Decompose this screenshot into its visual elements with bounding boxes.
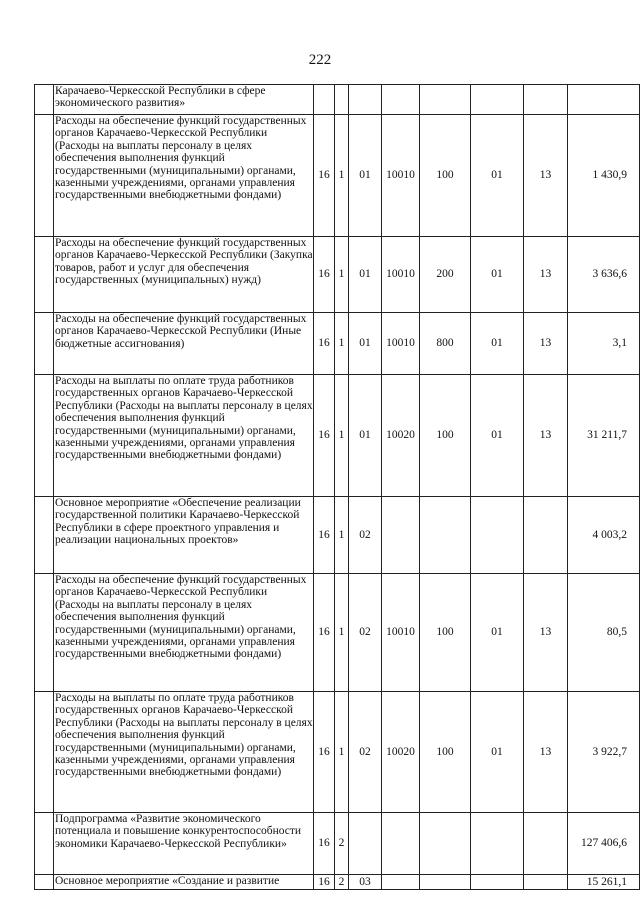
row-name: Расходы на выплаты по оплате труда работников государственных органов Карачаево-Черкесской Республики (Расходы на выплаты персоналу в целях обеспечения выполнения функций государственными (муниципальными) органами, казенными учреждениями, органами управления государственными внебюджетными фондами)	[54, 692, 314, 813]
code-cell	[382, 875, 420, 890]
code-cell: 1	[335, 375, 349, 497]
budget-table	[34, 84, 640, 890]
code-cell	[471, 85, 524, 115]
code-cell	[349, 85, 382, 115]
code-cell: 16	[314, 574, 335, 692]
code-cell	[420, 875, 471, 890]
code-cell	[471, 497, 524, 574]
row-name: Расходы на выплаты по оплате труда работников государственных органов Карачаево-Черкесской Республики (Расходы на выплаты персоналу в целях обеспечения выполнения функций государственными (муниципальными) органами, казенными учреждениями, органами управления государственными внебюджетными фондами)	[54, 375, 314, 497]
code-cell	[382, 85, 420, 115]
code-cell: 10010	[382, 574, 420, 692]
code-cell: 100	[420, 574, 471, 692]
code-cell: 1	[335, 497, 349, 574]
amount-cell	[568, 85, 640, 115]
code-cell: 100	[420, 692, 471, 813]
code-cell: 13	[524, 313, 568, 375]
row-name: Основное мероприятие «Обеспечение реализации государственной политики Карачаево-Черкесской Республики в сфере проектного управления и реализации национальных проектов»	[54, 497, 314, 574]
row-marker-cell	[35, 85, 54, 115]
row-marker-cell	[35, 574, 54, 692]
code-cell: 10010	[382, 237, 420, 313]
table-row	[35, 813, 640, 875]
code-cell: 16	[314, 692, 335, 813]
table-row	[35, 375, 640, 497]
code-cell	[420, 813, 471, 875]
code-cell: 01	[471, 692, 524, 813]
code-cell	[471, 875, 524, 890]
amount-cell: 1 430,9	[568, 115, 640, 237]
row-name: Расходы на обеспечение функций государственных органов Карачаево-Черкесской Республики (Расходы на выплаты персоналу в целях обеспечения выполнения функций государственными (муниципальными) органами, казенными учреждениями, органами управления государственными внебюджетными фондами)	[54, 574, 314, 692]
table-row	[35, 875, 640, 890]
row-name: Расходы на обеспечение функций государственных органов Карачаево-Черкесской Республики (Расходы на выплаты персоналу в целях обеспечения выполнения функций государственными (муниципальными) органами, казенными учреждениями, органами управления государственными внебюджетными фондами)	[54, 115, 314, 237]
row-marker-cell	[35, 313, 54, 375]
code-cell: 01	[349, 375, 382, 497]
code-cell: 01	[471, 115, 524, 237]
code-cell: 02	[349, 692, 382, 813]
code-cell: 01	[471, 237, 524, 313]
code-cell: 16	[314, 375, 335, 497]
code-cell: 1	[335, 692, 349, 813]
amount-cell: 15 261,1	[568, 875, 640, 890]
code-cell: 13	[524, 574, 568, 692]
table-row	[35, 692, 640, 813]
table-row	[35, 313, 640, 375]
code-cell	[524, 813, 568, 875]
code-cell: 01	[349, 313, 382, 375]
amount-cell: 80,5	[568, 574, 640, 692]
code-cell	[349, 813, 382, 875]
code-cell	[314, 85, 335, 115]
code-cell: 01	[471, 313, 524, 375]
code-cell	[335, 85, 349, 115]
table-row	[35, 497, 640, 574]
code-cell: 02	[349, 497, 382, 574]
code-cell	[524, 497, 568, 574]
row-name: Основное мероприятие «Создание и развитие	[54, 875, 314, 890]
row-marker-cell	[35, 237, 54, 313]
page-number: 222	[308, 52, 332, 68]
row-name: Расходы на обеспечение функций государственных органов Карачаево-Черкесской Республики (Иные бюджетные ассигнования)	[54, 313, 314, 375]
code-cell: 16	[314, 497, 335, 574]
amount-cell: 3,1	[568, 313, 640, 375]
code-cell: 1	[335, 237, 349, 313]
code-cell: 13	[524, 237, 568, 313]
code-cell: 2	[335, 813, 349, 875]
code-cell: 100	[420, 375, 471, 497]
code-cell: 02	[349, 574, 382, 692]
code-cell: 13	[524, 692, 568, 813]
amount-cell: 3 636,6	[568, 237, 640, 313]
row-name: Подпрограмма «Развитие экономического потенциала и повышение конкурентоспособности экономики Карачаево-Черкесской Республики»	[54, 813, 314, 875]
table-row	[35, 85, 640, 115]
row-name: Карачаево-Черкесской Республики в сфере экономического развития»	[54, 85, 314, 115]
code-cell: 1	[335, 574, 349, 692]
code-cell: 1	[335, 115, 349, 237]
row-marker-cell	[35, 375, 54, 497]
code-cell: 200	[420, 237, 471, 313]
code-cell: 01	[471, 375, 524, 497]
code-cell: 10010	[382, 313, 420, 375]
amount-cell: 3 922,7	[568, 692, 640, 813]
code-cell	[420, 85, 471, 115]
code-cell: 16	[314, 115, 335, 237]
code-cell: 16	[314, 313, 335, 375]
row-marker-cell	[35, 115, 54, 237]
code-cell	[382, 497, 420, 574]
row-marker-cell	[35, 813, 54, 875]
code-cell	[524, 875, 568, 890]
amount-cell: 4 003,2	[568, 497, 640, 574]
code-cell: 10020	[382, 692, 420, 813]
code-cell: 100	[420, 115, 471, 237]
code-cell: 16	[314, 237, 335, 313]
row-marker-cell	[35, 497, 54, 574]
code-cell: 10020	[382, 375, 420, 497]
code-cell: 13	[524, 115, 568, 237]
code-cell: 01	[349, 115, 382, 237]
code-cell	[524, 85, 568, 115]
table-row	[35, 237, 640, 313]
code-cell: 13	[524, 375, 568, 497]
table-row	[35, 115, 640, 237]
row-marker-cell	[35, 875, 54, 890]
amount-cell: 31 211,7	[568, 375, 640, 497]
table-row	[35, 574, 640, 692]
code-cell: 01	[471, 574, 524, 692]
row-name: Расходы на обеспечение функций государственных органов Карачаево-Черкесской Республики (Закупка товаров, работ и услуг для обеспечения государственных (муниципальных) нужд)	[54, 237, 314, 313]
code-cell	[382, 813, 420, 875]
code-cell: 800	[420, 313, 471, 375]
code-cell: 01	[349, 237, 382, 313]
code-cell: 10010	[382, 115, 420, 237]
code-cell: 03	[349, 875, 382, 890]
code-cell	[471, 813, 524, 875]
code-cell: 2	[335, 875, 349, 890]
code-cell: 16	[314, 875, 335, 890]
code-cell: 16	[314, 813, 335, 875]
amount-cell: 127 406,6	[568, 813, 640, 875]
code-cell	[420, 497, 471, 574]
row-marker-cell	[35, 692, 54, 813]
code-cell: 1	[335, 313, 349, 375]
